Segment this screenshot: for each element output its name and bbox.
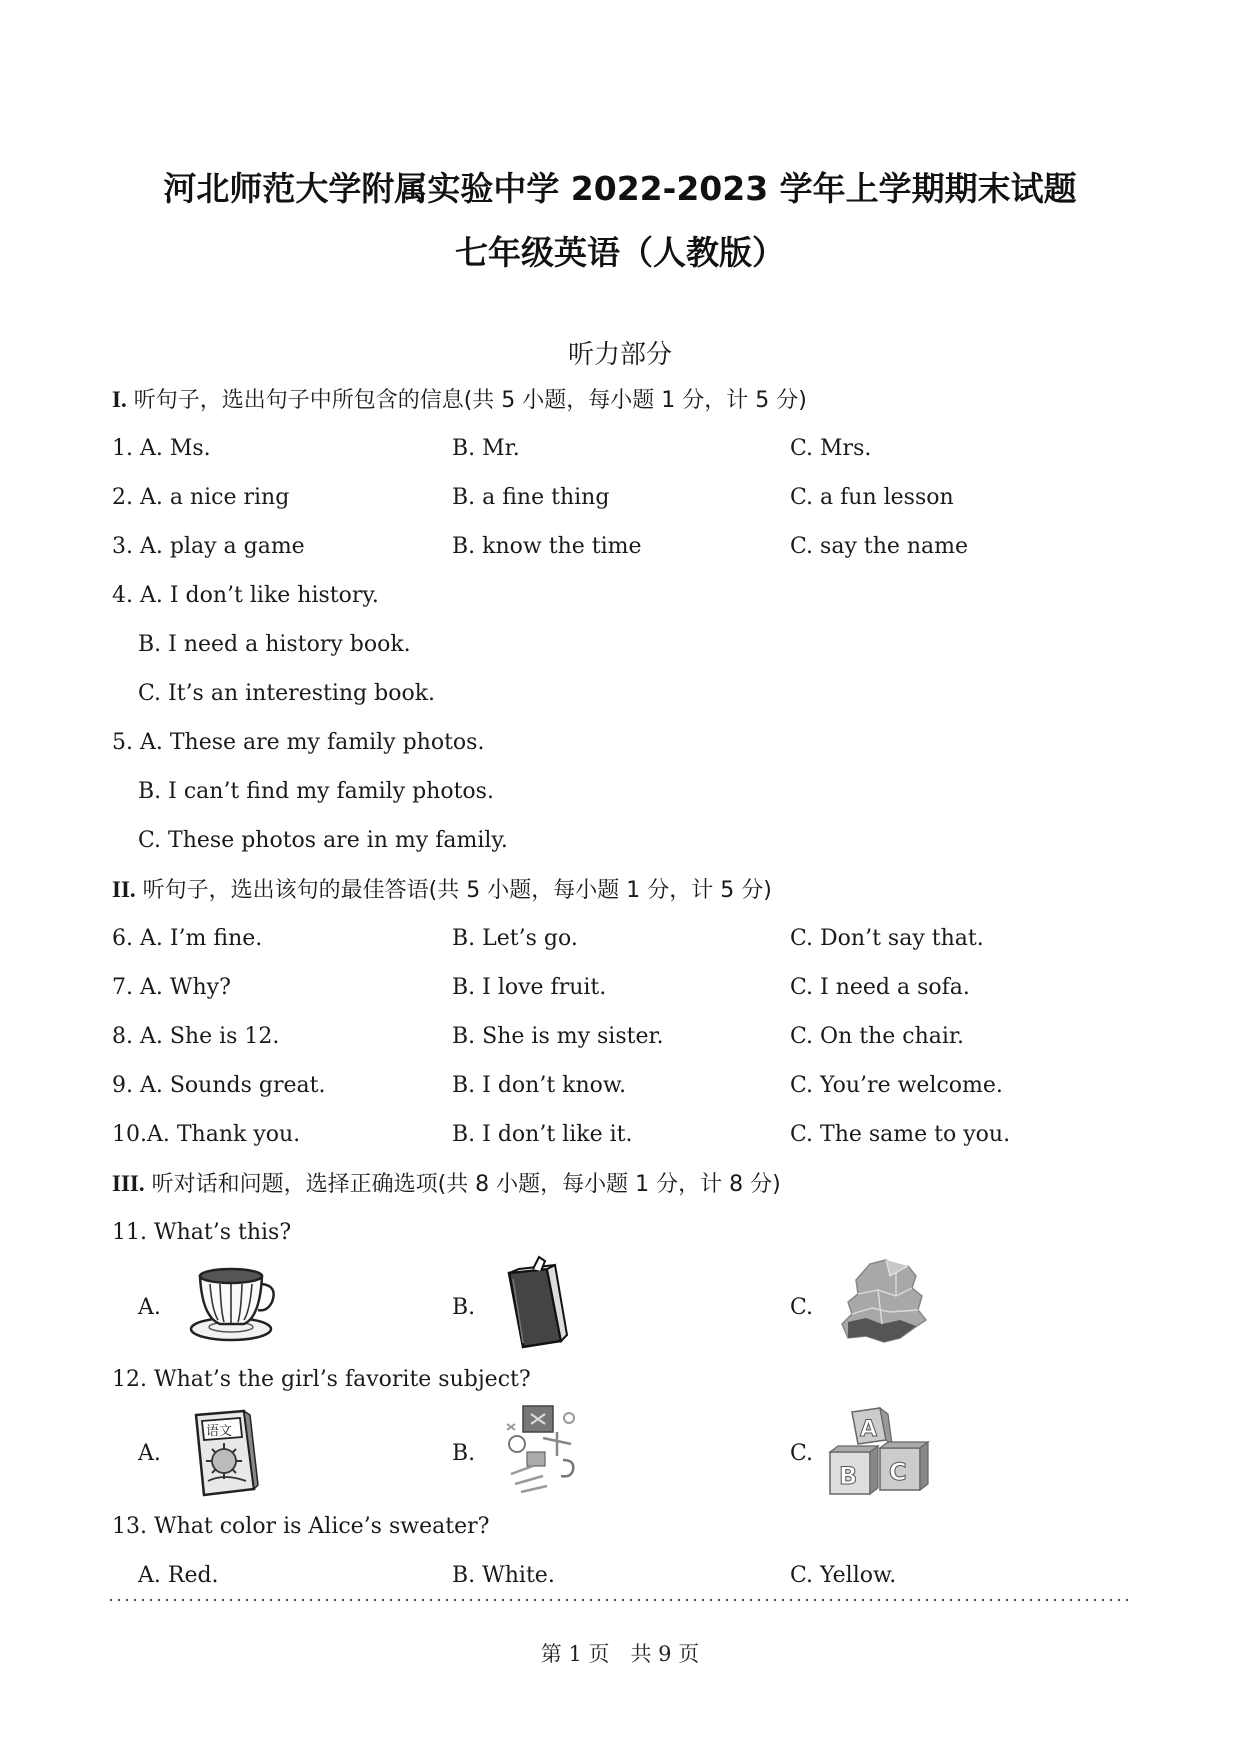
- q5-option-c: C. These photos are in my family.: [138, 828, 508, 853]
- part1-instruction: 听句子，选出句子中所包含的信息(共 5 小题，每小题 1 分，计 5 分): [133, 388, 807, 413]
- q7-option-b: B. I love fruit.: [452, 975, 607, 1000]
- part3-instruction: 听对话和问题，选择正确选项(共 8 小题，每小题 1 分，计 8 分): [151, 1172, 781, 1197]
- q1-option-a: 1. A. Ms.: [112, 436, 211, 461]
- q3-option-a: 3. A. play a game: [112, 534, 305, 559]
- q11-label-c: C.: [790, 1295, 814, 1320]
- q7-option-c: C. I need a sofa.: [790, 975, 970, 1000]
- q12-label-a: A.: [138, 1441, 161, 1466]
- q2-option-a: 2. A. a nice ring: [112, 485, 290, 510]
- q5-option-a: 5. A. These are my family photos.: [112, 730, 485, 755]
- block-letter-b: B: [839, 1462, 858, 1490]
- q10-option-c: C. The same to you.: [790, 1122, 1011, 1147]
- q13-question: 13. What color is Alice’s sweater?: [112, 1514, 490, 1539]
- q10-option-b: B. I don’t like it.: [452, 1122, 633, 1147]
- part2-heading: [112, 870, 772, 910]
- chinese-book-image: [190, 1407, 260, 1497]
- q4-option-c: C. It’s an interesting book.: [138, 681, 436, 706]
- q9-option-a: 9. A. Sounds great.: [112, 1073, 326, 1098]
- q6-option-a: 6. A. I’m fine.: [112, 926, 263, 951]
- q8-option-c: C. On the chair.: [790, 1024, 964, 1049]
- q13-option-b: B. White.: [452, 1563, 555, 1588]
- q3-option-c: C. say the name: [790, 534, 969, 559]
- teacup-image: [186, 1262, 276, 1344]
- part3-heading: [112, 1164, 781, 1204]
- q1-option-b: B. Mr.: [452, 436, 520, 461]
- part2-instruction: 听句子，选出该句的最佳答语(共 5 小题，每小题 1 分，计 5 分): [142, 878, 772, 903]
- page-footer: 第 1 页 共 9 页: [540, 1642, 700, 1666]
- page-divider: [110, 1596, 1130, 1604]
- q9-option-b: B. I don’t know.: [452, 1073, 627, 1098]
- part1-roman: I.: [112, 387, 127, 412]
- q1-option-c: C. Mrs.: [790, 436, 872, 461]
- q13-option-c: C. Yellow.: [790, 1563, 897, 1588]
- q6-option-b: B. Let’s go.: [452, 926, 578, 951]
- block-letter-a: A: [860, 1417, 878, 1442]
- q4-option-b: B. I need a history book.: [138, 632, 411, 657]
- part2-roman: II.: [112, 877, 136, 902]
- q6-option-c: C. Don’t say that.: [790, 926, 984, 951]
- q8-option-a: 8. A. She is 12.: [112, 1024, 280, 1049]
- map-image: [838, 1258, 930, 1346]
- q12-label-b: B.: [452, 1441, 476, 1466]
- q3-option-b: B. know the time: [452, 534, 642, 559]
- math-symbols-image: [503, 1404, 585, 1496]
- part3-roman: III.: [112, 1171, 145, 1196]
- q11-question: 11. What’s this?: [112, 1220, 292, 1245]
- q13-option-a: A. Red.: [138, 1563, 219, 1588]
- part1-heading: [112, 380, 807, 420]
- q11-label-b: B.: [452, 1295, 476, 1320]
- q10-option-a: 10.A. Thank you.: [112, 1122, 301, 1147]
- q2-option-b: B. a fine thing: [452, 485, 610, 510]
- q4-option-a: 4. A. I don’t like history.: [112, 583, 379, 608]
- q11-label-a: A.: [138, 1295, 161, 1320]
- q12-label-c: C.: [790, 1441, 814, 1466]
- exam-subtitle: 七年级英语（人教版）: [455, 233, 785, 272]
- abc-blocks-image: [826, 1404, 934, 1500]
- book-cover-label: 语文: [206, 1424, 233, 1439]
- q8-option-b: B. She is my sister.: [452, 1024, 664, 1049]
- q9-option-c: C. You’re welcome.: [790, 1073, 1003, 1098]
- q12-question: 12. What’s the girl’s favorite subject?: [112, 1367, 531, 1392]
- q2-option-c: C. a fun lesson: [790, 485, 954, 510]
- book-image: [503, 1255, 569, 1350]
- q5-option-b: B. I can’t find my family photos.: [138, 779, 494, 804]
- exam-title: 河北师范大学附属实验中学 2022-2023 学年上学期期末试题: [163, 169, 1077, 208]
- block-letter-c: C: [889, 1458, 907, 1486]
- section-title: 听力部分: [567, 340, 672, 370]
- q7-option-a: 7. A. Why?: [112, 975, 231, 1000]
